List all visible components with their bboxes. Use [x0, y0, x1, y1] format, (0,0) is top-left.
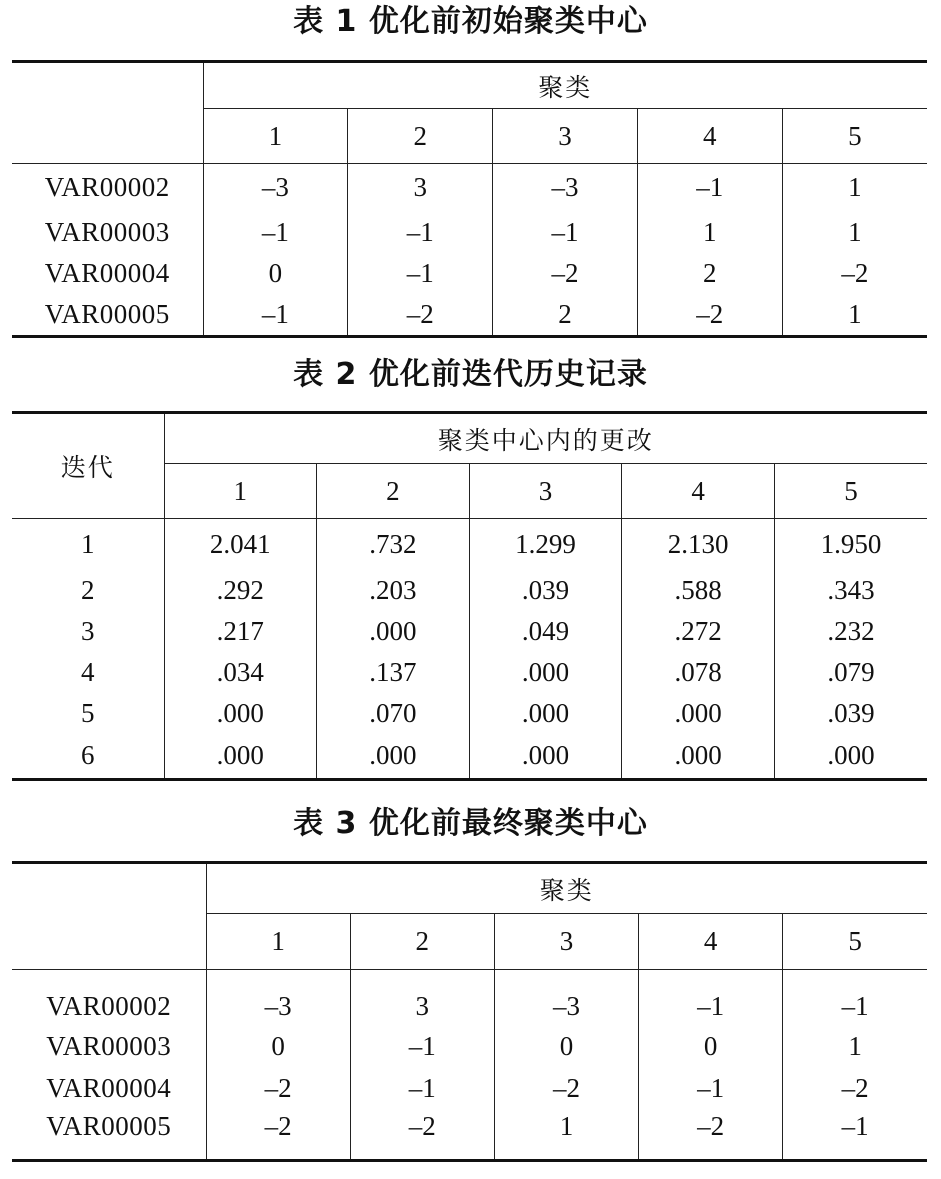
table-row — [12, 970, 927, 1026]
table-cell: 1.950 — [774, 519, 927, 570]
table-cell: –2 — [637, 294, 782, 337]
table-cell: .034 — [164, 652, 317, 693]
table-row — [12, 611, 927, 652]
row-label: VAR00004 — [44, 257, 170, 288]
table-cell: –2 — [493, 253, 638, 294]
table-cell: –1 — [203, 212, 348, 253]
table-row — [12, 294, 927, 337]
table-cell: –1 — [639, 1068, 783, 1109]
table-cell: 1.299 — [469, 519, 622, 570]
table-cell: –1 — [348, 253, 493, 294]
table-cell: –2 — [783, 1068, 927, 1109]
column-header: 1 — [164, 464, 317, 519]
table-3-title: 表 3 优化前最终聚类中心 — [293, 806, 648, 841]
table-cell: .078 — [622, 652, 775, 693]
row-label: 6 — [12, 734, 164, 780]
table-cell: .000 — [622, 734, 775, 780]
column-header: 1 — [203, 109, 348, 164]
table-cell: .343 — [774, 570, 927, 611]
table-cell: .000 — [317, 611, 470, 652]
table-2-title: 表 2 优化前迭代历史记录 — [293, 357, 648, 392]
table-row — [12, 652, 927, 693]
table-2 — [12, 411, 927, 781]
table-cell: –3 — [206, 970, 350, 1026]
column-header: 5 — [783, 914, 927, 970]
table-cell: .732 — [317, 519, 470, 570]
column-header: 2 — [348, 109, 493, 164]
table-cell: –2 — [206, 1068, 350, 1109]
column-header: 3 — [494, 914, 638, 970]
table-cell: –3 — [493, 164, 638, 212]
table-cell: –2 — [639, 1109, 783, 1161]
table-cell: 3 — [350, 970, 494, 1026]
table-cell: .000 — [469, 734, 622, 780]
column-header: 4 — [639, 914, 783, 970]
table-cell: 0 — [494, 1026, 638, 1068]
row-label: 3 — [81, 615, 95, 646]
table-cell: 2.041 — [164, 519, 317, 570]
table-cell: .000 — [317, 734, 470, 780]
row-label: VAR00005 — [12, 1109, 206, 1161]
row-label: 2 — [81, 574, 95, 605]
table-cell: 2 — [637, 253, 782, 294]
table-cell: 3 — [348, 164, 493, 212]
table-cell: .000 — [622, 693, 775, 734]
table-row — [12, 253, 927, 294]
table-cell: –1 — [639, 970, 783, 1026]
table-cell: –1 — [203, 294, 348, 337]
table-2-row-header: 迭代 — [12, 413, 164, 519]
column-header: 5 — [774, 464, 927, 519]
table-cell: 2.130 — [622, 519, 775, 570]
table-cell: 0 — [206, 1026, 350, 1068]
table-cell: .039 — [774, 693, 927, 734]
table-cell: 1 — [494, 1109, 638, 1161]
table-row — [12, 1026, 927, 1068]
row-label: VAR00002 — [46, 990, 172, 1021]
table-cell: .070 — [317, 693, 470, 734]
table-1-corner — [12, 62, 203, 164]
table-row — [12, 693, 927, 734]
table-cell: 2 — [493, 294, 638, 337]
row-label: VAR00002 — [44, 172, 170, 203]
table-cell: 0 — [639, 1026, 783, 1068]
row-label: VAR00003 — [46, 1031, 172, 1061]
table-cell: –1 — [783, 970, 927, 1026]
row-label: 5 — [81, 697, 95, 728]
row-label: VAR00005 — [12, 294, 203, 337]
column-header: 2 — [350, 914, 494, 970]
column-header: 4 — [622, 464, 775, 519]
table-cell: –3 — [494, 970, 638, 1026]
table-cell: 0 — [203, 253, 348, 294]
table-3-corner — [12, 863, 206, 970]
row-label: 1 — [81, 528, 95, 559]
table-cell: –1 — [350, 1068, 494, 1109]
table-cell: –1 — [350, 1026, 494, 1068]
table-cell: –1 — [493, 212, 638, 253]
table-cell: 1 — [637, 212, 782, 253]
table-cell: –2 — [494, 1068, 638, 1109]
table-cell: .000 — [469, 652, 622, 693]
table-cell: .000 — [774, 734, 927, 780]
table-cell: .049 — [469, 611, 622, 652]
table-cell: –1 — [348, 212, 493, 253]
table-cell: .039 — [469, 570, 622, 611]
table-cell: 1 — [782, 294, 927, 337]
table-1 — [12, 60, 927, 338]
table-cell: .217 — [164, 611, 317, 652]
table-cell: –1 — [783, 1109, 927, 1161]
table-cell: .292 — [164, 570, 317, 611]
table-cell: 1 — [782, 212, 927, 253]
table-cell: 1 — [782, 164, 927, 212]
column-header: 5 — [782, 109, 927, 164]
table-cell: .000 — [164, 734, 317, 780]
table-cell: .079 — [774, 652, 927, 693]
column-header: 1 — [206, 914, 350, 970]
table-cell: .588 — [622, 570, 775, 611]
column-header: 4 — [637, 109, 782, 164]
table-cell: .137 — [317, 652, 470, 693]
table-row — [12, 1068, 927, 1109]
column-header: 3 — [493, 109, 638, 164]
table-row — [12, 570, 927, 611]
table-row — [12, 1109, 927, 1161]
table-row — [12, 734, 927, 780]
table-3-group-header: 聚类 — [206, 863, 927, 914]
table-cell: .000 — [469, 693, 622, 734]
table-3 — [12, 861, 927, 1162]
table-cell: .000 — [164, 693, 317, 734]
table-cell: –2 — [782, 253, 927, 294]
table-row — [12, 164, 927, 212]
table-2-group-header: 聚类中心内的更改 — [164, 413, 927, 464]
table-cell: –2 — [350, 1109, 494, 1161]
table-cell: 1 — [783, 1026, 927, 1068]
column-header: 2 — [317, 464, 470, 519]
table-cell: –1 — [637, 164, 782, 212]
table-row — [12, 212, 927, 253]
table-cell: –2 — [348, 294, 493, 337]
column-header: 3 — [469, 464, 622, 519]
row-label: 4 — [81, 656, 95, 687]
table-cell: –2 — [206, 1109, 350, 1161]
table-1-group-header: 聚类 — [203, 62, 927, 109]
table-1-title: 表 1 优化前初始聚类中心 — [293, 4, 648, 39]
table-cell: –3 — [203, 164, 348, 212]
row-label: VAR00003 — [44, 216, 170, 247]
table-cell: .232 — [774, 611, 927, 652]
table-row — [12, 519, 927, 570]
table-cell: .272 — [622, 611, 775, 652]
row-label: VAR00004 — [46, 1072, 172, 1103]
table-cell: .203 — [317, 570, 470, 611]
